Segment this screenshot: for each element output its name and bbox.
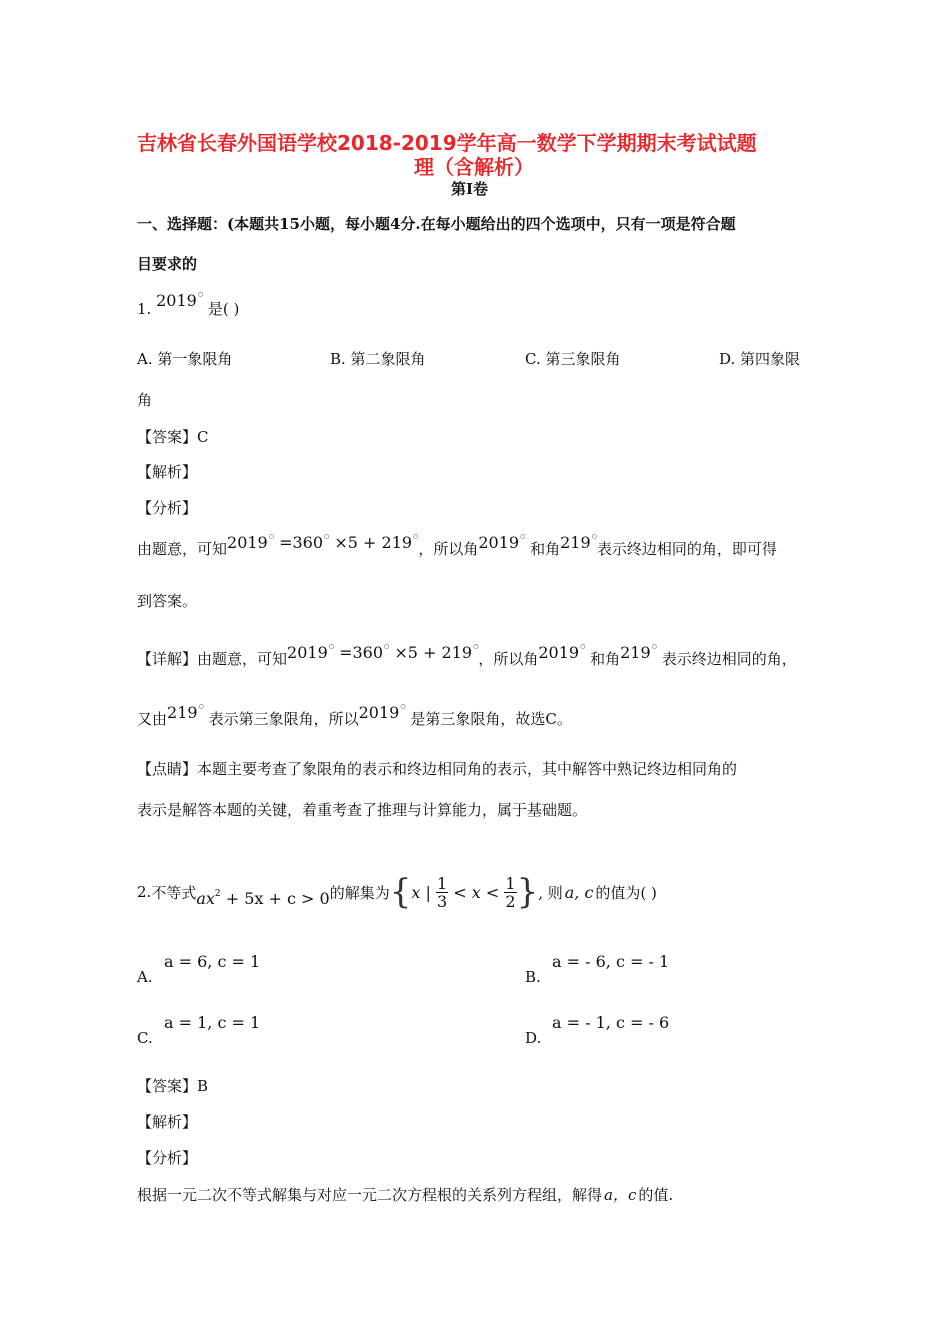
q2-option-b-label: B.: [525, 968, 541, 986]
q1-answer: 【答案】C: [137, 428, 209, 446]
q1-stem-suffix: 是( ): [207, 300, 240, 318]
q2-option-d-math: a = - 1, c = - 6: [552, 1013, 670, 1032]
q1-angle: 2019○: [156, 291, 204, 310]
q1-detail2-angle219: 219○: [167, 703, 204, 722]
q1-detail-equation: 2019○ =360○ ×5 + 219○: [287, 643, 479, 662]
q1-analysis-label: 【解析】: [137, 463, 198, 481]
q1-fenxi-line2: 到答案。: [137, 592, 198, 610]
q1-fenxi-equation: 2019○ =360○ ×5 + 219○: [227, 533, 419, 552]
q2-solution-set: { x | $\frac{1}{3}$ < x < $\frac{1}{2}$ }: [389, 872, 539, 912]
q1-fenxi-angle2: 219○: [560, 533, 597, 552]
q1-stem: [137, 291, 240, 319]
document-title-line2: 理（含解析）: [414, 155, 534, 179]
q2-option-a-math: a = 6, c = 1: [164, 952, 261, 971]
q1-comment-line1: 【点睛】本题主要考查了象限角的表示和终边相同角的表示，其中解答中熟记终边相同角的: [137, 760, 738, 778]
document-title-line1: 吉林省长春外国语学校2018-2019学年高一数学下学期期末考试试题: [137, 131, 757, 155]
q2-option-b-math: a = - 6, c = - 1: [552, 952, 670, 971]
q1-number: 1.: [137, 300, 152, 318]
q1-fenxi-line1: 由题意，可知2019○ =360○ ×5 + 219○，所以角2019○ 和角219○表示终边相同的角，即可得: [137, 533, 777, 558]
q1-detail-line2: 又由219○ 表示第三象限角，所以2019○ 是第三象限角，故选C。: [137, 703, 572, 728]
section-heading-line1: 一、选择题：(本题共15小题，每小题4分.在每小题给出的四个选项中，只有一项是符合题: [137, 215, 736, 233]
q2-stem: 2. 不等式 $ax^2 + 5x + c > 0$ 的解集为 { x | $\frac{1}{3}$ < x < $\frac{1}{2}$ } , 则 a, c 的值为( ): [137, 872, 657, 912]
q1-option-d-wrap: 角: [137, 391, 153, 409]
q2-vars: a, c: [564, 882, 594, 902]
q2-option-a-label: A.: [137, 968, 153, 986]
q1-fenxi-angle1: 2019○: [478, 533, 526, 552]
q1-fenxi-label: 【分析】: [137, 499, 198, 517]
q1-option-b: B. 第二象限角: [330, 350, 426, 368]
q1-option-c: C. 第三象限角: [525, 350, 621, 368]
q2-number: 2.: [137, 883, 152, 901]
q1-detail-angle2: 219○: [620, 643, 657, 662]
q2-answer: 【答案】B: [137, 1077, 209, 1095]
section-heading-line2: 目要求的: [137, 255, 198, 273]
q1-comment-line2: 表示是解答本题的关键，着重考查了推理与计算能力，属于基础题。: [137, 801, 588, 819]
q2-inequality: $ax^2 + 5x + c > 0$: [196, 888, 330, 908]
q1-detail-line1: 【详解】由题意，可知2019○ =360○ ×5 + 219○，所以角2019○ 和角219○ 表示终边相同的角，: [137, 643, 797, 668]
q1-detail2-angle2019: 2019○: [358, 703, 406, 722]
volume-label: 第Ⅰ卷: [451, 180, 489, 198]
q2-fenxi-text: 根据一元二次不等式解集与对应一元二次方程根的关系列方程组，解得 a，c 的值.: [137, 1186, 674, 1204]
q1-option-d: D. 第四象限: [719, 350, 801, 368]
q2-option-c-label: C.: [137, 1029, 153, 1047]
q2-fenxi-label: 【分析】: [137, 1149, 198, 1167]
q2-analysis-label: 【解析】: [137, 1113, 198, 1131]
q2-option-c-math: a = 1, c = 1: [164, 1013, 261, 1032]
q2-option-d-label: D.: [525, 1029, 542, 1047]
q1-detail-angle1: 2019○: [538, 643, 586, 662]
q1-option-a: A. 第一象限角: [137, 350, 233, 368]
